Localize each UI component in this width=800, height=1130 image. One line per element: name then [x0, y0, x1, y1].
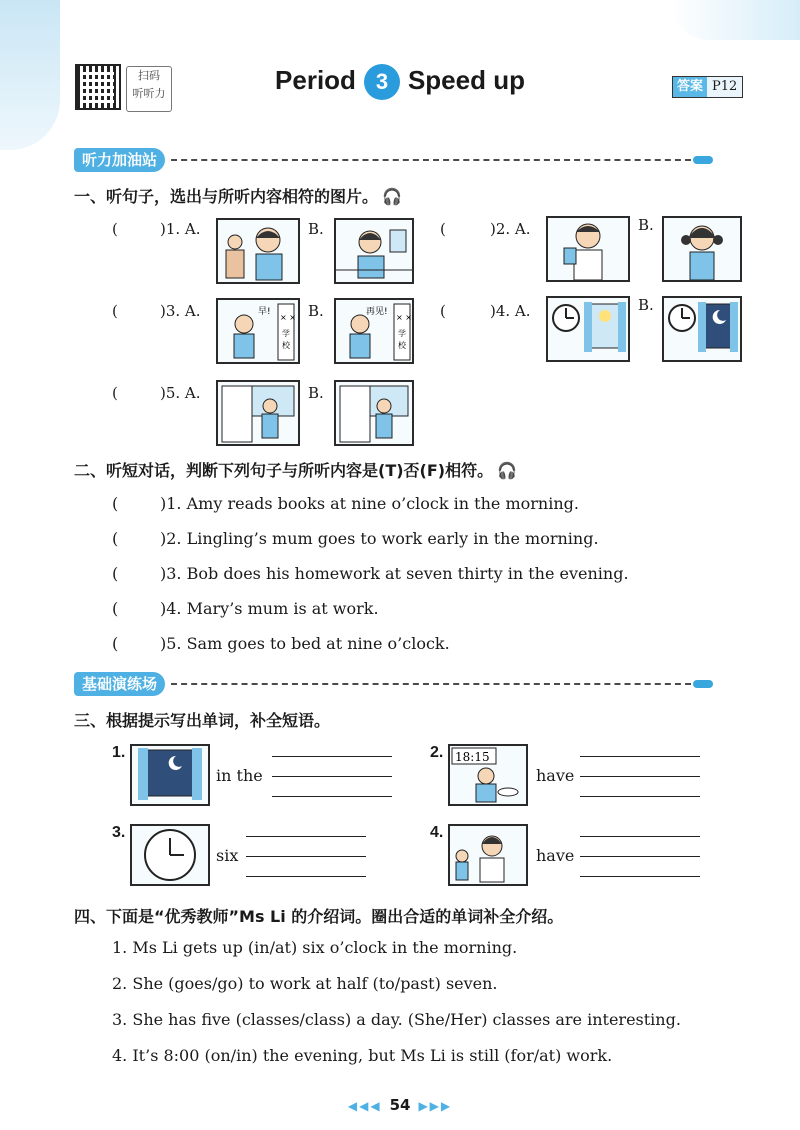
answer-paren: (	[112, 384, 118, 402]
answer-paren: (	[112, 494, 119, 513]
band-listening-tag: 听力加油站	[74, 148, 165, 172]
answer-blank[interactable]	[246, 836, 366, 837]
s3-item4-num: 4.	[430, 824, 444, 841]
s2-item4: )4. Mary’s mum is at work.	[160, 599, 379, 618]
answer-paren: (	[112, 564, 119, 583]
corner-decoration-right	[670, 0, 800, 40]
s1-item1-picA[interactable]	[216, 218, 300, 284]
s3-item1-num: 1.	[112, 744, 126, 761]
headphones-icon[interactable]: 🎧	[382, 187, 402, 206]
s3-item2-text: have	[536, 766, 575, 785]
band-divider	[171, 683, 691, 685]
s1-item4-picA[interactable]	[546, 296, 630, 362]
title-left: Period	[275, 64, 356, 95]
answer-blank[interactable]	[580, 796, 700, 797]
answer-blank[interactable]	[580, 756, 700, 757]
s1-item4-B: B.	[638, 296, 654, 314]
s1-item3-picB[interactable]	[334, 298, 414, 364]
s3-item2-pic-dinner	[448, 744, 528, 806]
section1-heading-text: 一、听句子，选出与所听内容相符的图片。	[74, 187, 379, 206]
section4-heading-text: 四、下面是“优秀教师”Ms Li 的介绍词。圈出合适的单词补全介绍。	[74, 907, 564, 926]
s1-item4-picB[interactable]	[662, 296, 742, 362]
s1-item5-B: B.	[308, 384, 324, 402]
answer-paren: (	[440, 302, 446, 320]
s2-item3: )3. Bob does his homework at seven thirty in the evening.	[160, 564, 629, 583]
svg-text:学: 学	[282, 329, 290, 338]
s2-item5: )5. Sam goes to bed at nine o’clock.	[160, 634, 450, 653]
svg-text:校: 校	[282, 341, 290, 350]
s3-item2-num: 2.	[430, 744, 444, 761]
pic-bye-text: 再见!	[366, 307, 388, 317]
s1-item5-label: )5. A.	[160, 384, 201, 402]
qr-label-line2: 听听力	[132, 87, 166, 100]
answer-blank[interactable]	[246, 876, 366, 877]
s1-item3-B: B.	[308, 302, 324, 320]
answer-page: P12	[707, 77, 742, 97]
s1-item5-picB[interactable]	[334, 380, 414, 446]
s1-item2-label: )2. A.	[490, 220, 531, 238]
svg-text:× ×: × ×	[396, 313, 412, 322]
s4-item3: 3. She has five (classes/class) a day. (She/Her) classes are interesting.	[112, 1010, 681, 1029]
answer-paren: (	[112, 529, 119, 548]
s4-item1: 1. Ms Li gets up (in/at) six o’clock in the morning.	[112, 938, 518, 957]
s1-item1-label: )1. A.	[160, 220, 201, 238]
answer-paren: (	[112, 220, 118, 238]
s3-item3-text: six	[216, 846, 239, 865]
answer-label: 答案	[673, 77, 707, 97]
answer-reference	[672, 76, 743, 98]
section4-heading	[74, 904, 563, 927]
svg-text:× ×: × ×	[280, 313, 296, 322]
s3-item4-pic-class	[448, 824, 528, 886]
band-basics	[74, 672, 713, 696]
answer-blank[interactable]	[272, 776, 392, 777]
answer-paren: (	[440, 220, 446, 238]
answer-blank[interactable]	[580, 776, 700, 777]
s1-item3-label: )3. A.	[160, 302, 201, 320]
headphones-icon[interactable]: 🎧	[497, 461, 518, 480]
answer-blank[interactable]	[580, 836, 700, 837]
s3-item4-text: have	[536, 846, 575, 865]
s1-item3-picA[interactable]	[216, 298, 300, 364]
s3-item1-text: in the	[216, 766, 263, 785]
section3-heading-text: 三、根据提示写出单词，补全短语。	[74, 711, 331, 730]
band-divider	[171, 159, 691, 161]
page-footer	[0, 1096, 800, 1114]
s3-item2-time: 18:15	[455, 750, 490, 764]
s2-item2: )2. Lingling’s mum goes to work early in the morning.	[160, 529, 599, 548]
s4-item4: 4. It’s 8:00 (on/in) the evening, but Ms Li is still (for/at) work.	[112, 1046, 613, 1065]
answer-blank[interactable]	[272, 796, 392, 797]
s2-item1: )1. Amy reads books at nine o’clock in the morning.	[160, 494, 579, 513]
title-number-badge: 3	[364, 64, 400, 100]
qr-label-line1: 扫码	[138, 69, 160, 82]
s1-item1-B: B.	[308, 220, 324, 238]
answer-blank[interactable]	[272, 756, 392, 757]
prev-arrows-icon: ◀◀◀	[347, 1099, 382, 1113]
s1-item2-picB[interactable]	[662, 216, 742, 282]
pic-early-text: 早!	[258, 307, 271, 317]
s3-item3-num: 3.	[112, 824, 126, 841]
section2-heading	[74, 458, 517, 481]
s4-item2: 2. She (goes/go) to work at half (to/past) seven.	[112, 974, 498, 993]
band-basics-tag: 基础演练场	[74, 672, 165, 696]
pencil-icon	[693, 680, 713, 688]
s1-item5-picA[interactable]	[216, 380, 300, 446]
next-arrows-icon: ▶▶▶	[418, 1099, 453, 1113]
answer-paren: (	[112, 634, 119, 653]
pencil-icon	[693, 156, 713, 164]
answer-blank[interactable]	[580, 876, 700, 877]
section3-heading	[74, 708, 330, 731]
section1-heading	[74, 184, 402, 207]
answer-blank[interactable]	[246, 856, 366, 857]
s1-item4-label: )4. A.	[490, 302, 531, 320]
s3-item1-pic-night-window	[130, 744, 210, 806]
s3-item3-pic-clock	[130, 824, 210, 886]
page-number: 54	[389, 1096, 411, 1114]
title-right: Speed up	[407, 64, 525, 95]
section2-heading-text: 二、听短对话，判断下列句子与所听内容是(T)否(F)相符。	[74, 461, 494, 480]
s1-item1-picB[interactable]	[334, 218, 414, 284]
answer-blank[interactable]	[580, 856, 700, 857]
answer-paren: (	[112, 302, 118, 320]
svg-text:校: 校	[398, 341, 406, 350]
s1-item2-picA[interactable]	[546, 216, 630, 282]
answer-paren: (	[112, 599, 119, 618]
band-listening	[74, 148, 713, 172]
s1-item2-B: B.	[638, 216, 654, 234]
svg-text:学: 学	[398, 329, 406, 338]
